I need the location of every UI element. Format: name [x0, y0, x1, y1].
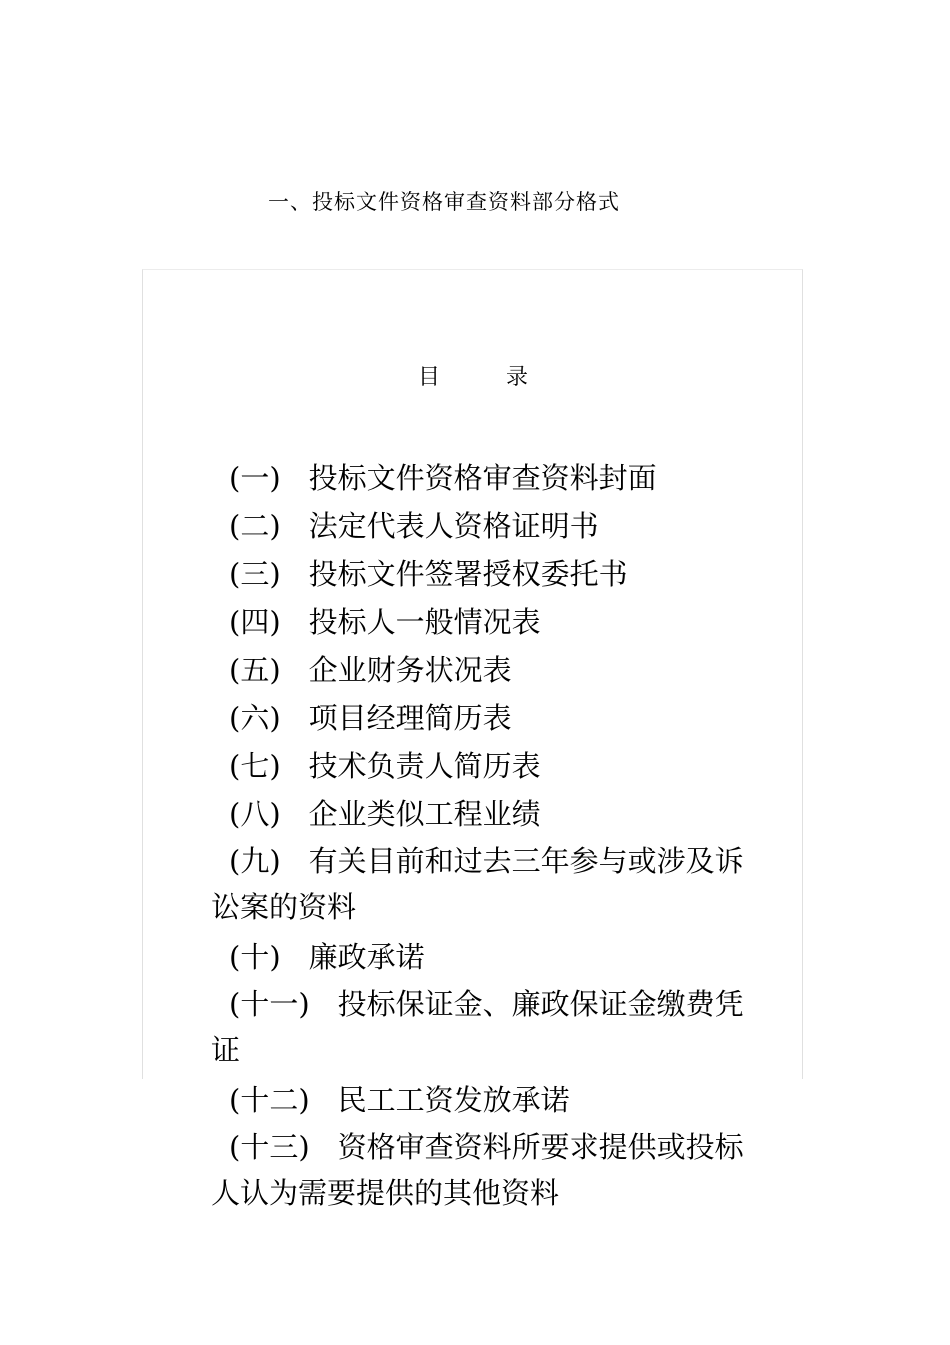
toc-title-char-1: 目 [418, 365, 441, 390]
toc-item-text: 企业类似工程业绩 [308, 797, 541, 831]
toc-item-text: 企业财务状况表 [308, 653, 512, 687]
toc-title [418, 360, 528, 391]
toc-item-number: (一) [229, 461, 281, 495]
toc-item-text: 投标文件资格审查资料封面 [308, 461, 657, 495]
toc-item-text: 资格审查资料所要求提供或投标人认为需要提供的其他资料 [211, 1130, 744, 1210]
toc-item-1 [211, 454, 766, 502]
section-heading: 一、投标文件资格审查资料部分格式 [268, 190, 620, 214]
toc-item-number: (二) [229, 509, 281, 543]
toc-item-3 [211, 550, 766, 598]
toc-item-number: (六) [229, 701, 281, 735]
toc-item-text: 投标人一般情况表 [308, 605, 541, 639]
toc-item-text: 民工工资发放承诺 [337, 1083, 570, 1117]
toc-item-10 [211, 933, 766, 981]
toc-item-number: (十一) [229, 987, 310, 1021]
toc-item-text: 廉政承诺 [308, 940, 425, 974]
toc-item-2 [211, 502, 766, 550]
toc-item-number: (十) [229, 940, 281, 974]
toc-item-text: 法定代表人资格证明书 [308, 509, 599, 543]
toc-item-number: (十三) [229, 1130, 310, 1164]
toc-item-text: 项目经理简历表 [308, 701, 512, 735]
toc-title-char-2: 录 [506, 365, 529, 390]
toc-item-number: (九) [229, 844, 281, 878]
toc-item-7 [211, 742, 766, 790]
toc-list [211, 454, 766, 1216]
toc-item-text: 投标保证金、廉政保证金缴费凭证 [211, 987, 744, 1067]
toc-item-number: (三) [229, 557, 281, 591]
toc-item-8 [211, 790, 766, 838]
toc-item-9 [211, 838, 766, 930]
toc-item-5 [211, 646, 766, 694]
toc-item-number: (四) [229, 605, 281, 639]
toc-item-number: (十二) [229, 1083, 310, 1117]
toc-item-13 [211, 1124, 766, 1216]
toc-item-text: 技术负责人简历表 [308, 749, 541, 783]
toc-item-4 [211, 598, 766, 646]
toc-item-text: 有关目前和过去三年参与或涉及诉讼案的资料 [211, 844, 744, 924]
toc-item-number: (七) [229, 749, 281, 783]
toc-item-12 [211, 1076, 766, 1124]
toc-item-number: (八) [229, 797, 281, 831]
toc-item-11 [211, 981, 766, 1073]
toc-item-6 [211, 694, 766, 742]
toc-item-number: (五) [229, 653, 281, 687]
toc-item-text: 投标文件签署授权委托书 [308, 557, 628, 591]
